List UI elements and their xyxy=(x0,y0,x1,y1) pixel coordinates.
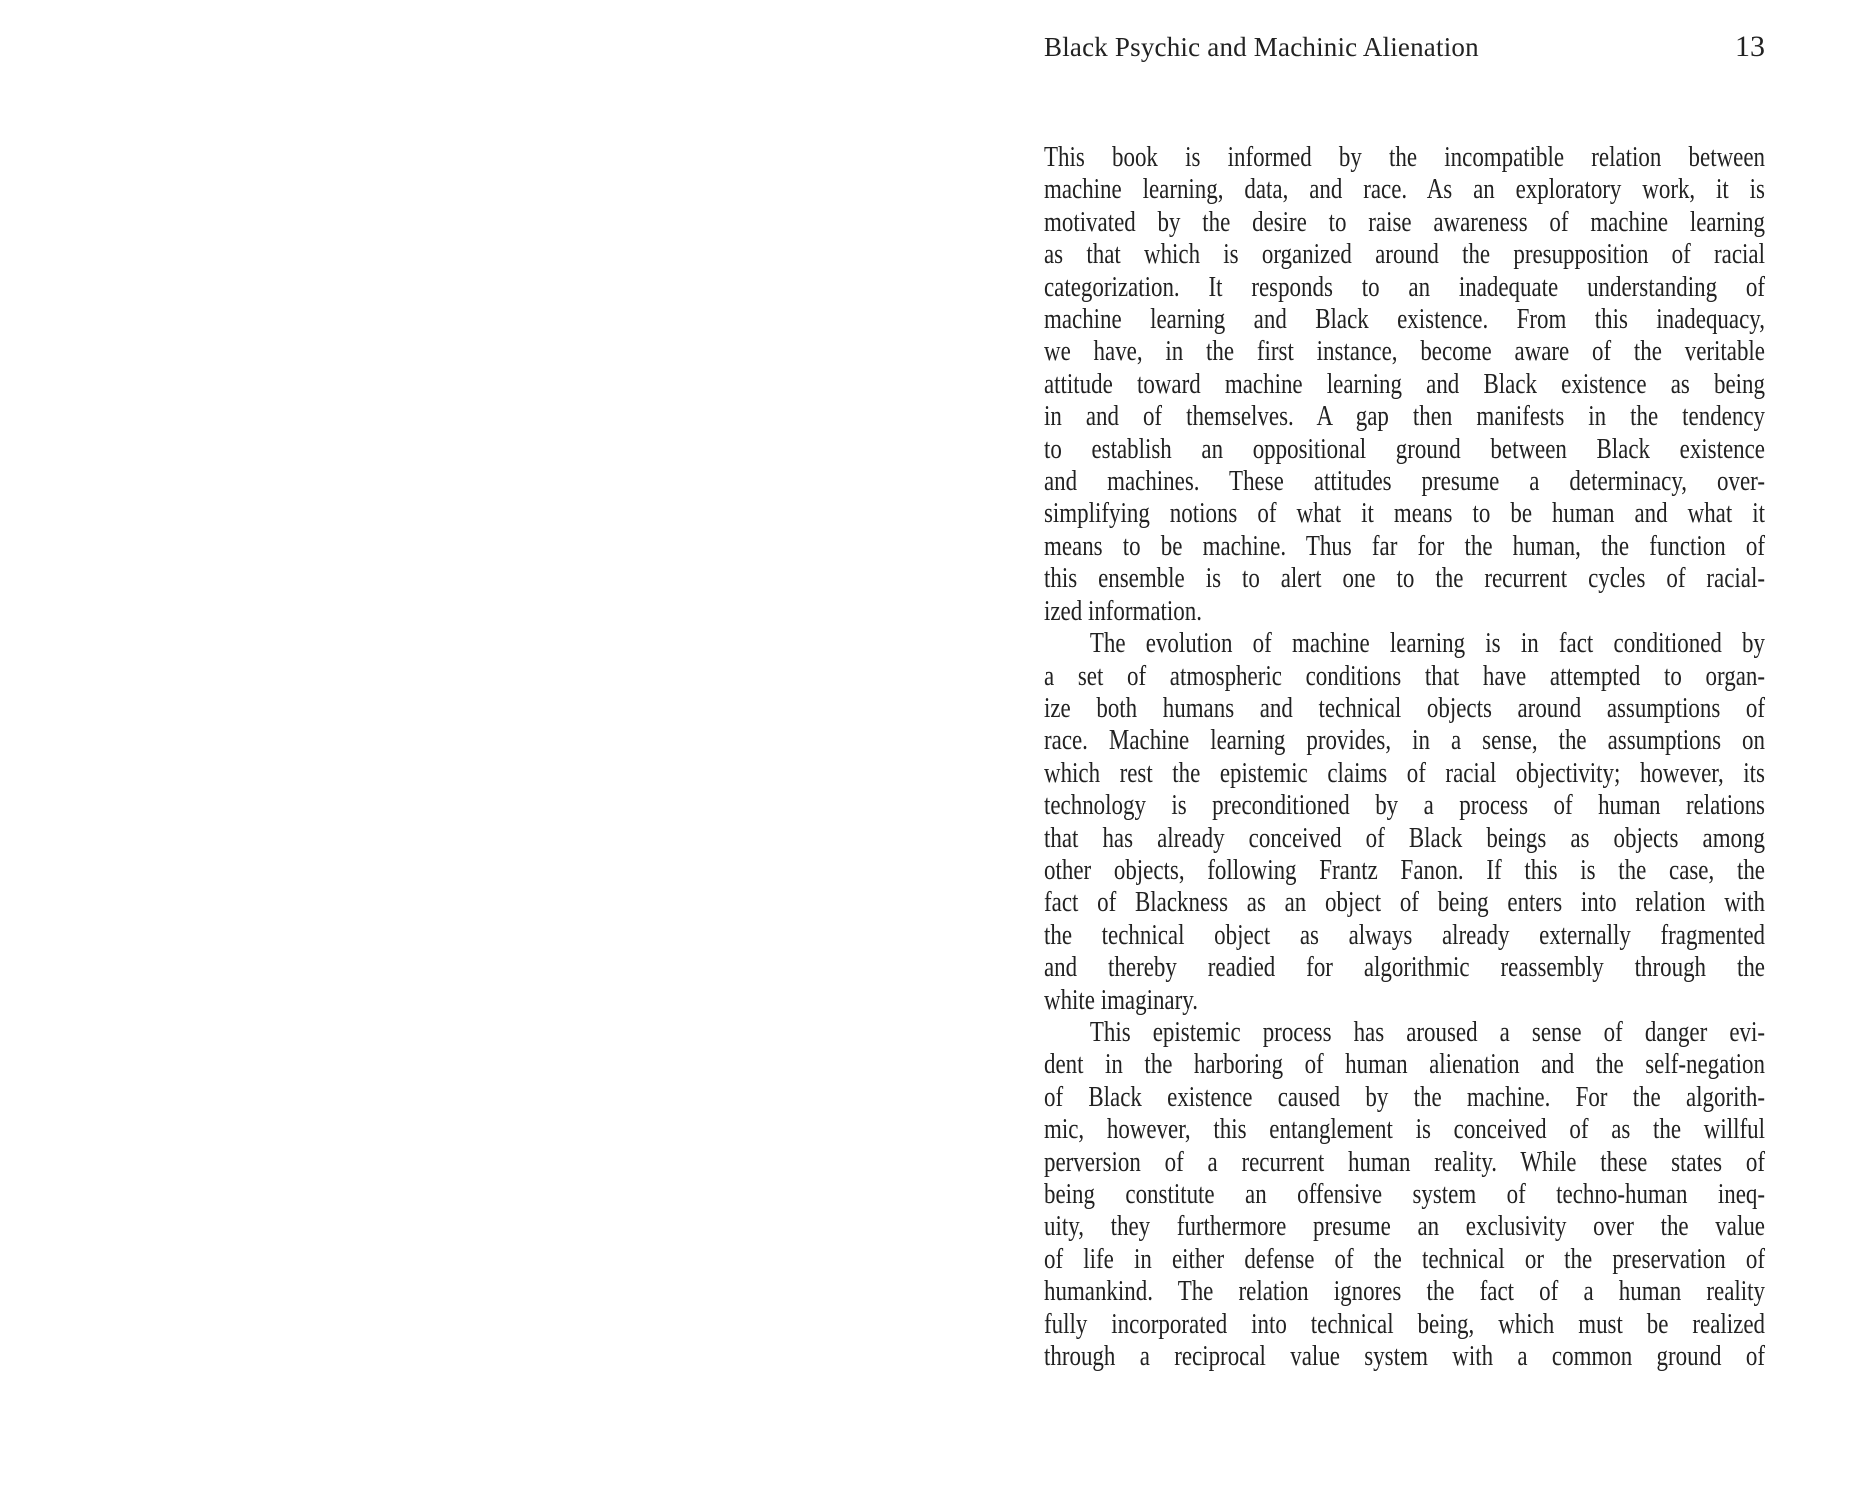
body-line: which rest the epistemic claims of racial objectivity; however, its xyxy=(1044,757,1765,789)
body-line: fact of Blackness as an object of being enters into relation with xyxy=(1044,887,1765,919)
body-line: humankind. The relation ignores the fact of a human reality xyxy=(1044,1276,1765,1308)
body-line: dent in the harboring of human alienation and the self-negation xyxy=(1044,1049,1765,1081)
page-body-text xyxy=(1044,142,1765,1373)
body-line: ize both humans and technical objects around assumptions of xyxy=(1044,692,1765,724)
running-title: Black Psychic and Machinic Alienation xyxy=(1044,32,1479,62)
body-line: simplifying notions of what it means to be human and what it xyxy=(1044,498,1765,530)
paragraph xyxy=(1044,628,1765,1017)
body-column xyxy=(1044,142,1765,1373)
body-line: the technical object as always already externally fragmented xyxy=(1044,919,1765,951)
body-line: perversion of a recurrent human reality. While these states of xyxy=(1044,1146,1765,1178)
body-line: machine learning and Black existence. From this inadequacy, xyxy=(1044,304,1765,336)
body-line: to establish an oppositional ground between Black existence xyxy=(1044,433,1765,465)
paragraph xyxy=(1044,142,1765,628)
body-line: technology is preconditioned by a process of human relations xyxy=(1044,790,1765,822)
body-line: of Black existence caused by the machine. For the algorith- xyxy=(1044,1081,1765,1113)
body-line: race. Machine learning provides, in a sense, the assumptions on xyxy=(1044,725,1765,757)
body-line: ized information. xyxy=(1044,595,1202,627)
body-line: categorization. It responds to an inadequate understanding of xyxy=(1044,271,1765,303)
body-line: uity, they furthermore presume an exclusivity over the value xyxy=(1044,1211,1765,1243)
body-line: being constitute an offensive system of techno-human ineq- xyxy=(1044,1179,1765,1210)
body-line: machine learning, data, and race. As an exploratory work, it is xyxy=(1044,174,1765,206)
body-line: we have, in the first instance, become aware of the veritable xyxy=(1044,336,1765,368)
body-line: and machines. These attitudes presume a determinacy, over- xyxy=(1044,466,1765,498)
body-line: that has already conceived of Black beings as objects among xyxy=(1044,822,1765,854)
body-line: This epistemic process has aroused a sense of danger evi- xyxy=(1089,1016,1765,1048)
body-line: and thereby readied for algorithmic reassembly through the xyxy=(1044,952,1765,984)
body-line: this ensemble is to alert one to the recurrent cycles of racial- xyxy=(1044,563,1765,595)
body-line: as that which is organized around the presupposition of racial xyxy=(1044,239,1765,271)
paragraph xyxy=(1044,1017,1765,1373)
body-line: a set of atmospheric conditions that have attempted to organ- xyxy=(1044,660,1765,692)
page-number: 13 xyxy=(1735,30,1765,63)
body-line: fully incorporated into technical being, which must be realized xyxy=(1044,1308,1765,1340)
body-line: white imaginary. xyxy=(1044,984,1198,1016)
body-line: motivated by the desire to raise awareness of machine learning xyxy=(1044,206,1765,238)
body-line: means to be machine. Thus far for the human, the function of xyxy=(1044,530,1765,562)
page-header xyxy=(1044,30,1765,64)
body-line: other objects, following Frantz Fanon. If this is the case, the xyxy=(1044,854,1765,886)
body-line: of life in either defense of the technical or the preservation of xyxy=(1044,1243,1765,1275)
body-line: through a reciprocal value system with a common ground of xyxy=(1044,1341,1765,1373)
body-line: in and of themselves. A gap then manifests in the tendency xyxy=(1044,401,1765,433)
body-line: This book is informed by the incompatible relation between xyxy=(1044,142,1765,173)
body-line: The evolution of machine learning is in fact conditioned by xyxy=(1089,628,1765,660)
body-line: mic, however, this entanglement is conceived of as the willful xyxy=(1044,1114,1765,1146)
body-line: attitude toward machine learning and Black existence as being xyxy=(1044,368,1765,400)
